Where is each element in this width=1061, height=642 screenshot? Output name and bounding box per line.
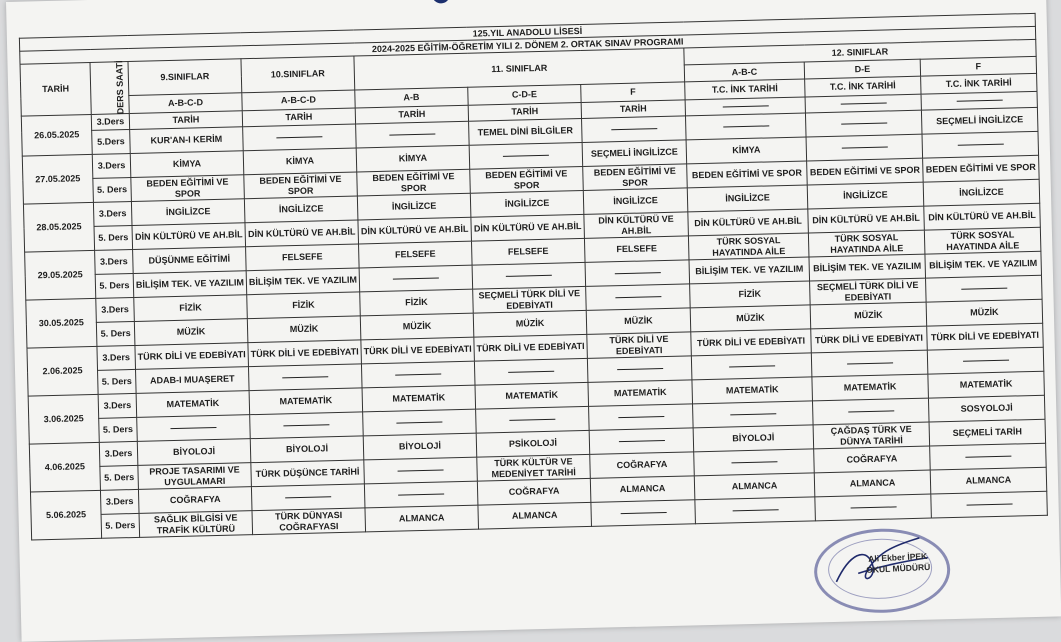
exam-cell: BEDEN EĞİTİMİ VE SPOR [470, 166, 584, 193]
exam-cell: MÜZİK [360, 313, 474, 340]
period-label: 3.Ders [92, 154, 131, 179]
exam-cell: DİN KÜLTÜRÜ VE AH.BİL [358, 217, 472, 244]
period-label: 5. Ders [100, 465, 139, 490]
period-label: 3.Ders [91, 114, 129, 131]
no-exam-dash [722, 106, 768, 108]
principal-signature-block [857, 550, 938, 577]
exam-cell: MATEMATİK [692, 377, 813, 404]
exam-cell: DİN KÜLTÜRÜ VE AH.BİL [245, 220, 359, 247]
no-exam-dash [732, 510, 778, 512]
exam-cell: KİMYA [686, 137, 807, 164]
no-exam-cell [585, 260, 690, 287]
exam-date: 28.05.2025 [23, 202, 94, 252]
exam-cell: SEÇMELİ TARİH [929, 419, 1046, 446]
exam-cell: ALMANCA [930, 467, 1047, 494]
period-label: 3.Ders [99, 441, 138, 466]
exam-cell: BEDEN EĞİTİMİ VE SPOR [923, 155, 1040, 182]
section-header: C-D-E [468, 84, 581, 105]
no-exam-dash [285, 497, 331, 499]
exam-cell: ALMANCA [590, 476, 695, 503]
no-exam-cell [922, 131, 1039, 158]
exam-cell: PSİKOLOJİ [476, 430, 590, 457]
period-label: 5. Ders [101, 513, 140, 538]
no-exam-cell [472, 262, 586, 289]
no-exam-dash [961, 288, 1007, 290]
exam-cell: TÜRK DÜNYASI COĞRAFYASI [252, 508, 366, 535]
exam-cell: TÜRK DİLİ VE EDEBİYATI [927, 323, 1044, 350]
exam-cell: ALMANCA [694, 473, 815, 500]
no-exam-cell [930, 443, 1047, 470]
exam-date: 29.05.2025 [25, 250, 96, 300]
exam-cell: DİN KÜLTÜRÜ VE AH.BİL [471, 214, 585, 241]
no-exam-dash [618, 417, 664, 419]
period-label: 5. Ders [98, 369, 137, 394]
no-exam-dash [956, 100, 1002, 102]
exam-cell: PROJE TASARIMI VE UYGULAMARI [138, 463, 252, 490]
no-exam-cell [364, 457, 478, 484]
exam-cell: BEDEN EĞİTİMİ VE SPOR [357, 169, 471, 196]
exam-cell: TEMEL DİNİ BİLGİLER [469, 118, 583, 145]
exam-cell: KİMYA [130, 151, 244, 178]
exam-cell: DİN KÜLTÜRÜ VE AH.BİL [584, 212, 689, 239]
no-exam-cell [805, 110, 922, 137]
exam-cell: MÜZİK [926, 299, 1043, 326]
period-label: 5. Ders [95, 273, 134, 298]
exam-schedule-table [19, 13, 1048, 541]
grade10-header: 10.SINIFLAR [241, 56, 355, 93]
exam-cell: BİYOLOJİ [250, 436, 364, 463]
no-exam-dash [282, 377, 328, 379]
exam-cell: FELSEFE [471, 238, 585, 265]
exam-cell: MATEMATİK [928, 371, 1045, 398]
exam-cell: MÜZİK [473, 310, 587, 337]
section-header: D-E [804, 59, 920, 79]
no-exam-cell [812, 398, 929, 425]
no-exam-cell [469, 142, 583, 169]
exam-date: 2.06.2025 [27, 346, 98, 396]
no-exam-cell [589, 428, 694, 455]
exam-cell: FİZİK [690, 281, 811, 308]
exam-cell: İNGİLİZCE [131, 199, 245, 226]
exam-cell: İNGİLİZCE [923, 179, 1040, 206]
exam-cell: İNGİLİZCE [357, 193, 471, 220]
exam-cell: MATEMATİK [249, 388, 363, 415]
no-exam-cell [364, 481, 478, 508]
no-exam-dash [396, 422, 442, 424]
no-exam-dash [966, 504, 1012, 506]
exam-cell: TÜRK DÜŞÜNCE TARİHİ [251, 460, 365, 487]
no-exam-dash [841, 123, 887, 125]
exam-date: 5.06.2025 [30, 490, 101, 540]
section-header: A-B [355, 87, 468, 108]
exam-cell: İNGİLİZCE [470, 190, 584, 217]
no-exam-dash [617, 369, 663, 371]
school-title: 125.YIL ANADOLU LİSESİ [19, 13, 1035, 51]
no-exam-cell [811, 350, 928, 377]
no-exam-dash [398, 470, 444, 472]
no-exam-cell [589, 404, 694, 431]
binder-hole [432, 0, 450, 4]
exam-cell: BEDEN EĞİTİMİ VE SPOR [687, 161, 808, 188]
no-exam-cell [582, 116, 687, 143]
exam-cell: MÜZİK [586, 308, 691, 335]
exam-cell: KİMYA [356, 145, 470, 172]
section-header: F [920, 56, 1036, 76]
exam-cell: FİZİK [134, 295, 248, 322]
period-column-header: DERS SAATİ [90, 62, 129, 115]
no-exam-cell [931, 491, 1048, 518]
period-label: 5. Ders [96, 321, 135, 346]
no-exam-cell [361, 361, 475, 388]
exam-cell: ALMANCA [814, 470, 931, 497]
section-header: F [581, 82, 685, 103]
exam-cell: COĞRAFYA [477, 478, 591, 505]
no-exam-dash [395, 374, 441, 376]
exam-cell: İNGİLİZCE [687, 185, 808, 212]
exam-cell: TÜRK KÜLTÜR VE MEDENİYET TARİHİ [477, 454, 591, 481]
exam-date: 4.06.2025 [29, 442, 100, 492]
exam-cell: MATEMATİK [588, 380, 693, 407]
exam-cell: COĞRAFYA [814, 446, 931, 473]
exam-cell: BEDEN EĞİTİMİ VE SPOR [583, 164, 688, 191]
exam-cell: DİN KÜLTÜRÜ VE AH.BİL [808, 206, 925, 233]
exam-cell: MÜZİK [690, 305, 811, 332]
exam-cell: TARİH [581, 100, 685, 119]
exam-cell: TÜRK DİLİ VE EDEBİYATI [248, 340, 362, 367]
exam-cell: MATEMATİK [136, 391, 250, 418]
no-exam-cell [927, 347, 1044, 374]
exam-date: 3.06.2025 [28, 394, 99, 444]
exam-cell: TÜRK DİLİ VE EDEBİYATI [587, 332, 692, 359]
exam-cell: BİYOLOJİ [693, 425, 814, 452]
no-exam-cell [137, 415, 251, 442]
exam-cell: TÜRK DİLİ VE EDEBİYATI [135, 343, 249, 370]
exam-cell: BEDEN EĞİTİMİ VE SPOR [244, 172, 358, 199]
exam-cell: MATEMATİK [362, 385, 476, 412]
section-header: A-B-C-D [242, 90, 355, 111]
period-label: 3.Ders [93, 201, 132, 226]
period-label: 5. Ders [93, 178, 132, 203]
exam-cell: İNGİLİZCE [244, 196, 358, 223]
exam-cell: BEDEN EĞİTİMİ VE SPOR [807, 158, 924, 185]
no-exam-cell [476, 406, 590, 433]
no-exam-cell [586, 284, 691, 311]
no-exam-dash [389, 134, 435, 136]
exam-cell: ÇAĞDAŞ TÜRK VE DÜNYA TARİHİ [813, 422, 930, 449]
exam-cell: TÜRK DİLİ VE EDEBİYATI [811, 326, 928, 353]
no-exam-dash [963, 360, 1009, 362]
no-exam-cell [359, 265, 473, 292]
no-exam-dash [847, 363, 893, 365]
exam-cell: İNGİLİZCE [583, 188, 688, 215]
exam-cell: BEDEN EĞİTİMİ VE SPOR [131, 175, 245, 202]
exam-cell: KİMYA [243, 148, 357, 175]
exam-cell: TÜRK DİLİ VE EDEBİYATI [691, 329, 812, 356]
exam-cell: BİLİŞİM TEK. VE YAZILIM [246, 268, 360, 295]
period-label: 5. Ders [99, 417, 138, 442]
exam-cell: TARİH [129, 111, 242, 130]
exam-cell: FELSEFE [584, 236, 689, 263]
exam-cell: COĞRAFYA [590, 452, 695, 479]
exam-cell: BİLİŞİM TEK. VE YAZILIM [809, 254, 926, 281]
exam-cell: SEÇMELİ İNGİLİZCE [582, 140, 687, 167]
exam-cell: ALMANCA [478, 502, 592, 529]
exam-cell: TÜRK DİLİ VE EDEBİYATI [474, 334, 588, 361]
exam-cell: SEÇMELİ TÜRK DİLİ VE EDEBİYATI [810, 278, 927, 305]
no-exam-dash [850, 507, 896, 509]
exam-cell: MÜZİK [810, 302, 927, 329]
principal-name: Ali Ekber İPEK [867, 550, 928, 564]
no-exam-cell [695, 497, 816, 524]
no-exam-dash [398, 494, 444, 496]
exam-cell: TARİH [355, 105, 468, 124]
exam-date: 27.05.2025 [22, 154, 93, 204]
exam-cell: MATEMATİK [812, 374, 929, 401]
grade12-header: 12. SINIFLAR [684, 39, 1036, 65]
exam-cell: SEÇMELİ İNGİLİZCE [921, 107, 1038, 134]
exam-cell: FELSEFE [246, 244, 360, 271]
exam-cell: DİN KÜLTÜRÜ VE AH.BİL [924, 203, 1041, 230]
exam-cell: FİZİK [247, 292, 361, 319]
exam-cell: FİZİK [360, 289, 474, 316]
exam-cell: MÜZİK [134, 319, 248, 346]
exam-cell: T.C. İNK TARİHİ [805, 76, 921, 97]
exam-cell: BİYOLOJİ [363, 433, 477, 460]
exam-cell: COĞRAFYA [138, 487, 252, 514]
no-exam-dash [283, 425, 329, 427]
no-exam-dash [965, 456, 1011, 458]
exam-cell: BİYOLOJİ [137, 439, 251, 466]
no-exam-cell [251, 484, 365, 511]
no-exam-cell [806, 134, 923, 161]
no-exam-dash [611, 129, 657, 131]
exam-cell: TARİH [242, 108, 355, 127]
exam-cell: MATEMATİK [475, 382, 589, 409]
exam-cell: MÜZİK [247, 316, 361, 343]
exam-cell: TÜRK SOSYAL HAYATINDA AİLE [808, 230, 925, 257]
no-exam-cell [591, 500, 696, 527]
exam-cell: TARİH [468, 102, 581, 121]
exam-cell: SOSYOLOJİ [928, 395, 1045, 422]
no-exam-cell [815, 494, 932, 521]
no-exam-cell [356, 121, 470, 148]
date-column-header: TARİH [20, 62, 91, 116]
exam-cell: ADAB-I MUAŞERET [136, 367, 250, 394]
no-exam-dash [848, 411, 894, 413]
period-label: 3.Ders [95, 249, 134, 274]
exam-cell: BİLİŞİM TEK. VE YAZILIM [925, 251, 1042, 278]
no-exam-dash [730, 414, 776, 416]
period-label: 5.Ders [92, 130, 131, 155]
no-exam-dash [506, 275, 552, 277]
exam-cell: T.C. İNK TARİHİ [921, 73, 1037, 94]
exam-cell: SEÇMELİ TÜRK DİLİ VE EDEBİYATI [473, 286, 587, 313]
no-exam-cell [587, 356, 692, 383]
no-exam-dash [731, 462, 777, 464]
no-exam-cell [694, 449, 815, 476]
no-exam-dash [957, 144, 1003, 146]
section-header: A-B-C-D [129, 93, 242, 114]
no-exam-cell [693, 401, 814, 428]
exam-schedule-sheet [6, 0, 1061, 642]
no-exam-dash [509, 419, 555, 421]
exam-cell: TÜRK SOSYAL HAYATINDA AİLE [924, 227, 1041, 254]
grade9-header: 9.SINIFLAR [128, 59, 242, 96]
exam-cell: SAĞLIK BİLGİSİ VE TRAFİK KÜLTÜRÜ [139, 511, 253, 538]
exam-cell: TÜRK SOSYAL HAYATINDA AİLE [688, 233, 809, 260]
no-exam-dash [841, 147, 887, 149]
no-exam-cell [243, 124, 357, 151]
period-label: 5. Ders [94, 225, 133, 250]
no-exam-dash [620, 512, 666, 514]
no-exam-cell [691, 353, 812, 380]
period-label: 3.Ders [98, 393, 137, 418]
no-exam-dash [503, 155, 549, 157]
exam-cell: FELSEFE [359, 241, 473, 268]
exam-cell: DİN KÜLTÜRÜ VE AH.BİL [688, 209, 809, 236]
no-exam-dash [840, 103, 886, 105]
no-exam-dash [618, 440, 664, 442]
no-exam-cell [926, 275, 1043, 302]
no-exam-dash [614, 273, 660, 275]
no-exam-dash [393, 278, 439, 280]
grade11-header: 11. SINIFLAR [354, 48, 685, 90]
no-exam-cell [474, 358, 588, 385]
exam-cell: DÜŞÜNME EĞİTİMİ [133, 247, 247, 274]
period-label: 3.Ders [97, 345, 136, 370]
exam-cell: DİN KÜLTÜRÜ VE AH.BİL [132, 223, 246, 250]
period-label: 3.Ders [100, 489, 139, 514]
exam-cell: T.C. İNK TARİHİ [685, 79, 805, 100]
exam-cell: İNGİLİZCE [807, 182, 924, 209]
exam-cell: KUR'AN-I KERİM [130, 127, 244, 154]
principal-title: OKUL MÜDÜRÜ [866, 562, 931, 576]
no-exam-dash [170, 427, 216, 429]
no-exam-cell [363, 409, 477, 436]
no-exam-dash [729, 366, 775, 368]
exam-date: 26.05.2025 [21, 114, 92, 156]
section-header: A-B-C [684, 62, 804, 82]
no-exam-dash [276, 137, 322, 139]
period-label: 3.Ders [96, 297, 135, 322]
exam-date: 30.05.2025 [26, 298, 97, 348]
exam-cell: BİLİŞİM TEK. VE YAZILIM [689, 257, 810, 284]
no-exam-dash [615, 297, 661, 299]
no-exam-dash [508, 371, 554, 373]
exam-cell: BİLİŞİM TEK. VE YAZILIM [133, 271, 247, 298]
no-exam-cell [250, 412, 364, 439]
exam-cell: TÜRK DİLİ VE EDEBİYATI [361, 337, 475, 364]
exam-cell: ALMANCA [365, 505, 479, 532]
no-exam-cell [248, 364, 362, 391]
no-exam-dash [723, 126, 769, 128]
schedule-subtitle: 2024-2025 EĞİTİM-ÖĞRETİM YILI 2. DÖNEM 2. ORTAK SINAV PROGRAMI [20, 26, 1036, 64]
no-exam-cell [685, 113, 806, 140]
